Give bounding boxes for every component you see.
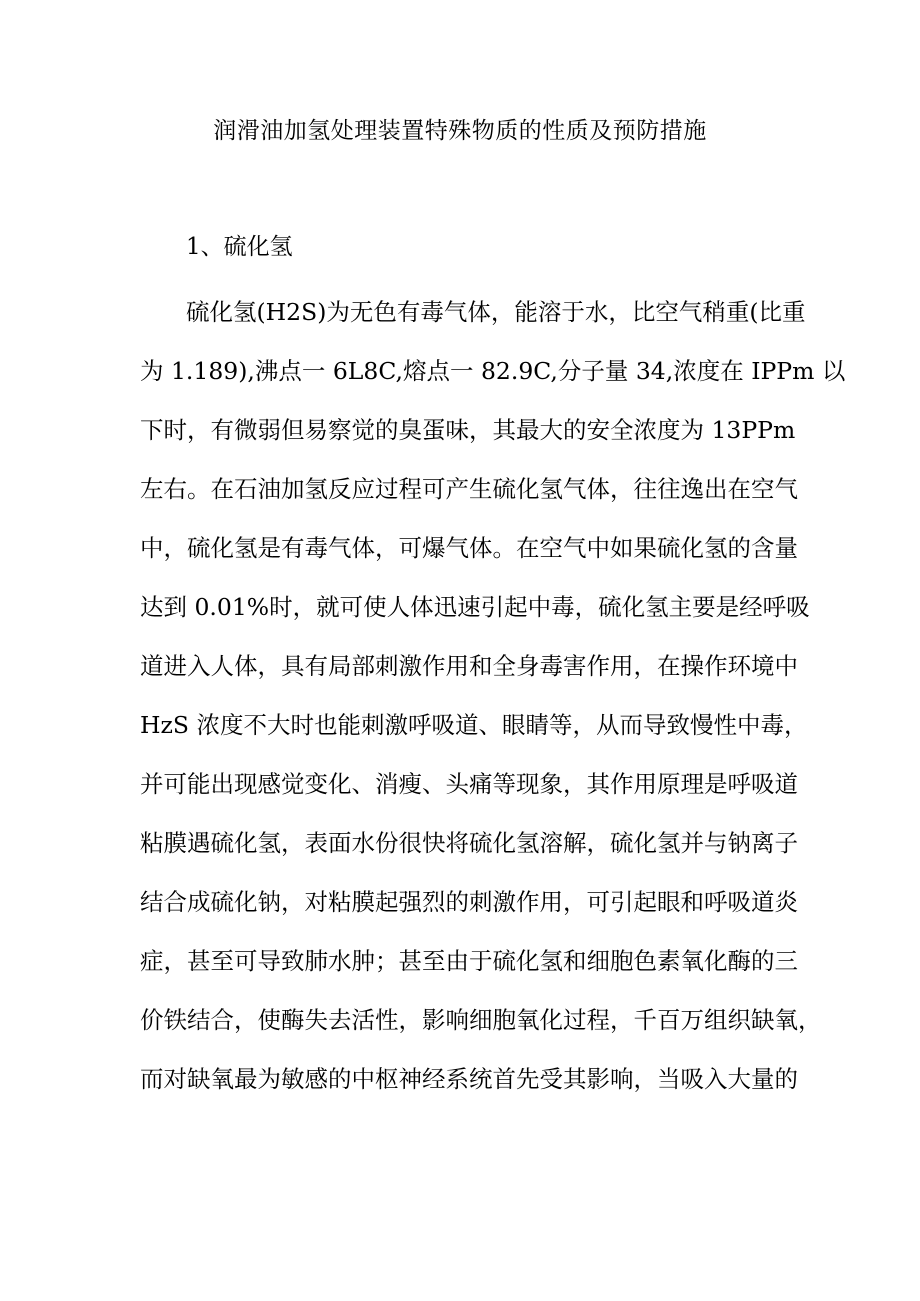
paragraph-line: 中，硫化氢是有毒气体，可爆气体。在空气中如果硫化氢的含量 <box>140 534 798 562</box>
paragraph-line: 下时，有微弱但易察觉的臭蛋味，其最大的安全浓度为 13PPm <box>140 416 796 444</box>
paragraph-line: 达到 0.01%时，就可使人体迅速引起中毒，硫化氢主要是经呼吸 <box>140 593 810 621</box>
paragraph-line: 道进入人体，具有局部刺激作用和全身毒害作用，在操作环境中 <box>140 652 798 680</box>
paragraph-line: 而对缺氧最为敏感的中枢神经系统首先受其影响，当吸入大量的 <box>140 1065 798 1093</box>
paragraph-line: 并可能出现感觉变化、消瘦、头痛等现象，其作用原理是呼吸道 <box>140 770 798 798</box>
paragraph-line: 粘膜遇硫化氢，表面水份很快将硫化氢溶解，硫化氢并与钠离子 <box>140 829 798 857</box>
paragraph-body <box>140 295 846 1121</box>
paragraph-line: 症，甚至可导致肺水肿；甚至由于硫化氢和细胞色素氧化酶的三 <box>140 947 798 975</box>
paragraph-line: 左右。在石油加氢反应过程可产生硫化氢气体，往往逸出在空气 <box>140 475 798 503</box>
paragraph-line: 硫化氢(H2S)为无色有毒气体，能溶于水，比空气稍重(比重 <box>186 298 806 326</box>
paragraph-line: HzS 浓度不大时也能刺激呼吸道、眼睛等，从而导致慢性中毒， <box>140 711 808 739</box>
paragraph-line: 结合成硫化钠，对粘膜起强烈的刺激作用，可引起眼和呼吸道炎 <box>140 888 798 916</box>
section-heading: 1、硫化氢 <box>186 234 293 260</box>
document-title: 润滑油加氢处理装置特殊物质的性质及预防措施 <box>213 118 707 144</box>
paragraph-line: 为 1.189),沸点一 6L8C,熔点一 82.9C,分子量 34,浓度在 IPPm 以 <box>140 357 846 385</box>
paragraph-line: 价铁结合，使酶失去活性，影响细胞氧化过程，千百万组织缺氧， <box>140 1006 822 1034</box>
